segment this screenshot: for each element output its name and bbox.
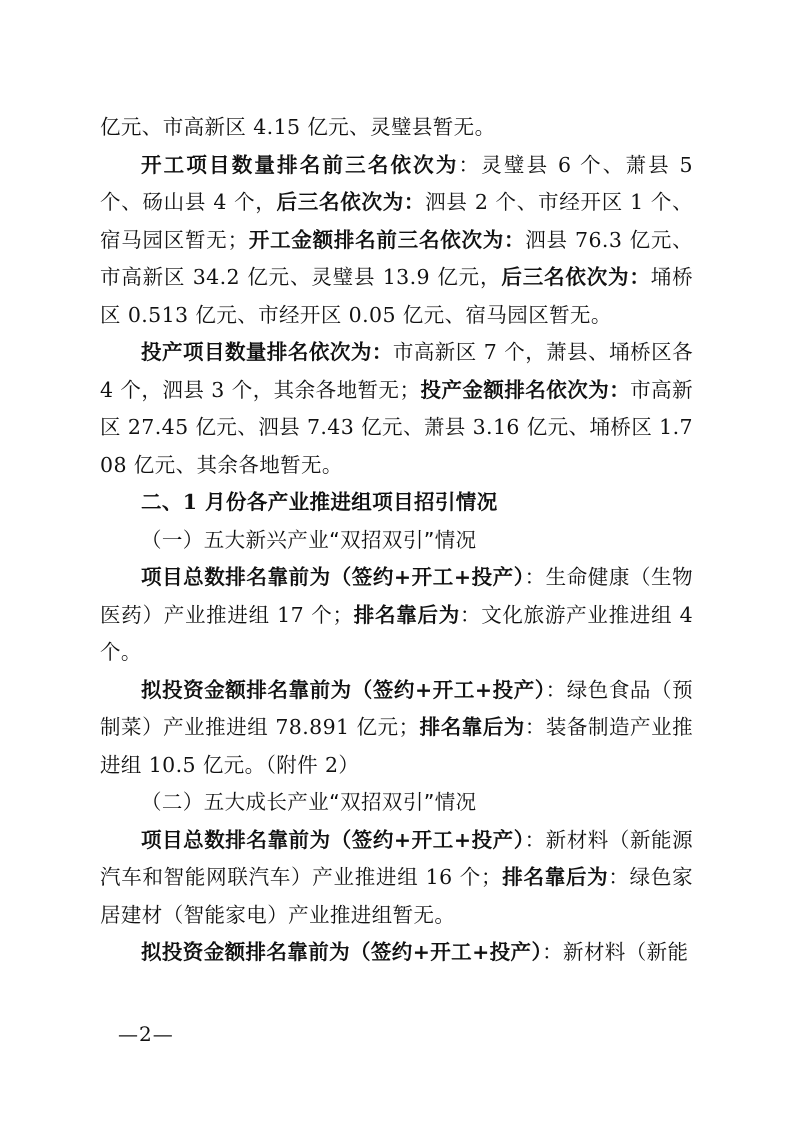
bold-text: 排名靠后为 [501,865,609,889]
text-run: ：装备制造产业推进组 10.5 亿元。（附件 2） [100,715,694,777]
paragraph-h-sub-1 [100,522,693,560]
bold-text: 项目总数排名靠前为（签约+开工+投产） [141,565,525,589]
text-run: 亿元、市高新区 4.15 亿元、灵璧县暂无。 [100,115,496,139]
text-run: ：新材料（新能 [542,940,689,964]
text-run: 泗县 76.3 亿元、市高新区 34.2 亿元、灵璧县 13.9 亿元， [100,227,693,289]
text-run: 市高新区 7 个，萧县、埇桥区各 4 个，泗县 3 个，其余各地暂无； [100,340,693,402]
text-run: ：生命健康（生物医药）产业推进组 17 个； [100,565,693,627]
text-run: ：文化旅游产业推进组 4 个。 [100,602,694,664]
bold-text: 拟投资金额排名靠前为（签约+开工+投产） [141,677,546,702]
paragraph-p7 [100,934,693,972]
text-run: 市高新区 27.45 亿元、泗县 7.43 亿元、萧县 3.16 亿元、埇桥区 1.708 亿元、其余各地暂无。 [100,377,694,477]
text-run: （一）五大新兴产业“双招双引”情况 [141,527,477,552]
text-run: ：绿色家居建材（智能家电）产业推进组暂无。 [100,865,693,927]
bold-text: 拟投资金额排名靠前为（签约+开工+投产） [141,940,543,964]
text-run: 泗县 2 个、市经开区 1 个、宿马园区暂无； [100,190,693,252]
bold-text: 排名靠后为 [419,715,525,739]
bold-text: 后三名依次为： [276,190,426,214]
text-run: ：新材料（新能源汽车和智能网联汽车）产业推进组 16 个； [100,827,693,889]
paragraph-p2 [100,147,693,335]
text-run: ：灵璧县 6 个、萧县 5 个、砀山县 4 个， [100,152,693,214]
text-run: 二、1 月份各产业推进组项目招引情况 [141,490,498,514]
text-run: 埇桥区 0.513 亿元、市经开区 0.05 亿元、宿马园区暂无。 [100,265,693,327]
bold-text: 投产项目数量排名依次为： [141,340,393,364]
paragraph-h-section-2 [100,484,693,522]
paragraph-p1 [100,109,693,147]
paragraph-p4 [100,559,693,672]
paragraph-p5 [100,672,693,785]
bold-text: 排名靠后为 [353,602,460,627]
bold-text: 投产金额排名依次为： [420,377,631,402]
bold-text: 后三名依次为： [501,265,651,289]
paragraph-p6 [100,822,693,935]
bold-text: 开工项目数量排名前三名依次为 [141,152,459,177]
text-run: （二）五大成长产业“双招双引”情况 [141,790,477,814]
page-number: —2— [118,1022,174,1046]
text-run: ：绿色食品（预制菜）产业推进组 78.891 亿元； [100,677,693,739]
paragraph-p3 [100,334,693,484]
bold-text: 项目总数排名靠前为（签约+开工+投产） [141,827,525,852]
bold-text: 开工金额排名前三名依次为： [248,227,526,252]
body-text [100,109,693,972]
paragraph-h-sub-2 [100,784,693,822]
